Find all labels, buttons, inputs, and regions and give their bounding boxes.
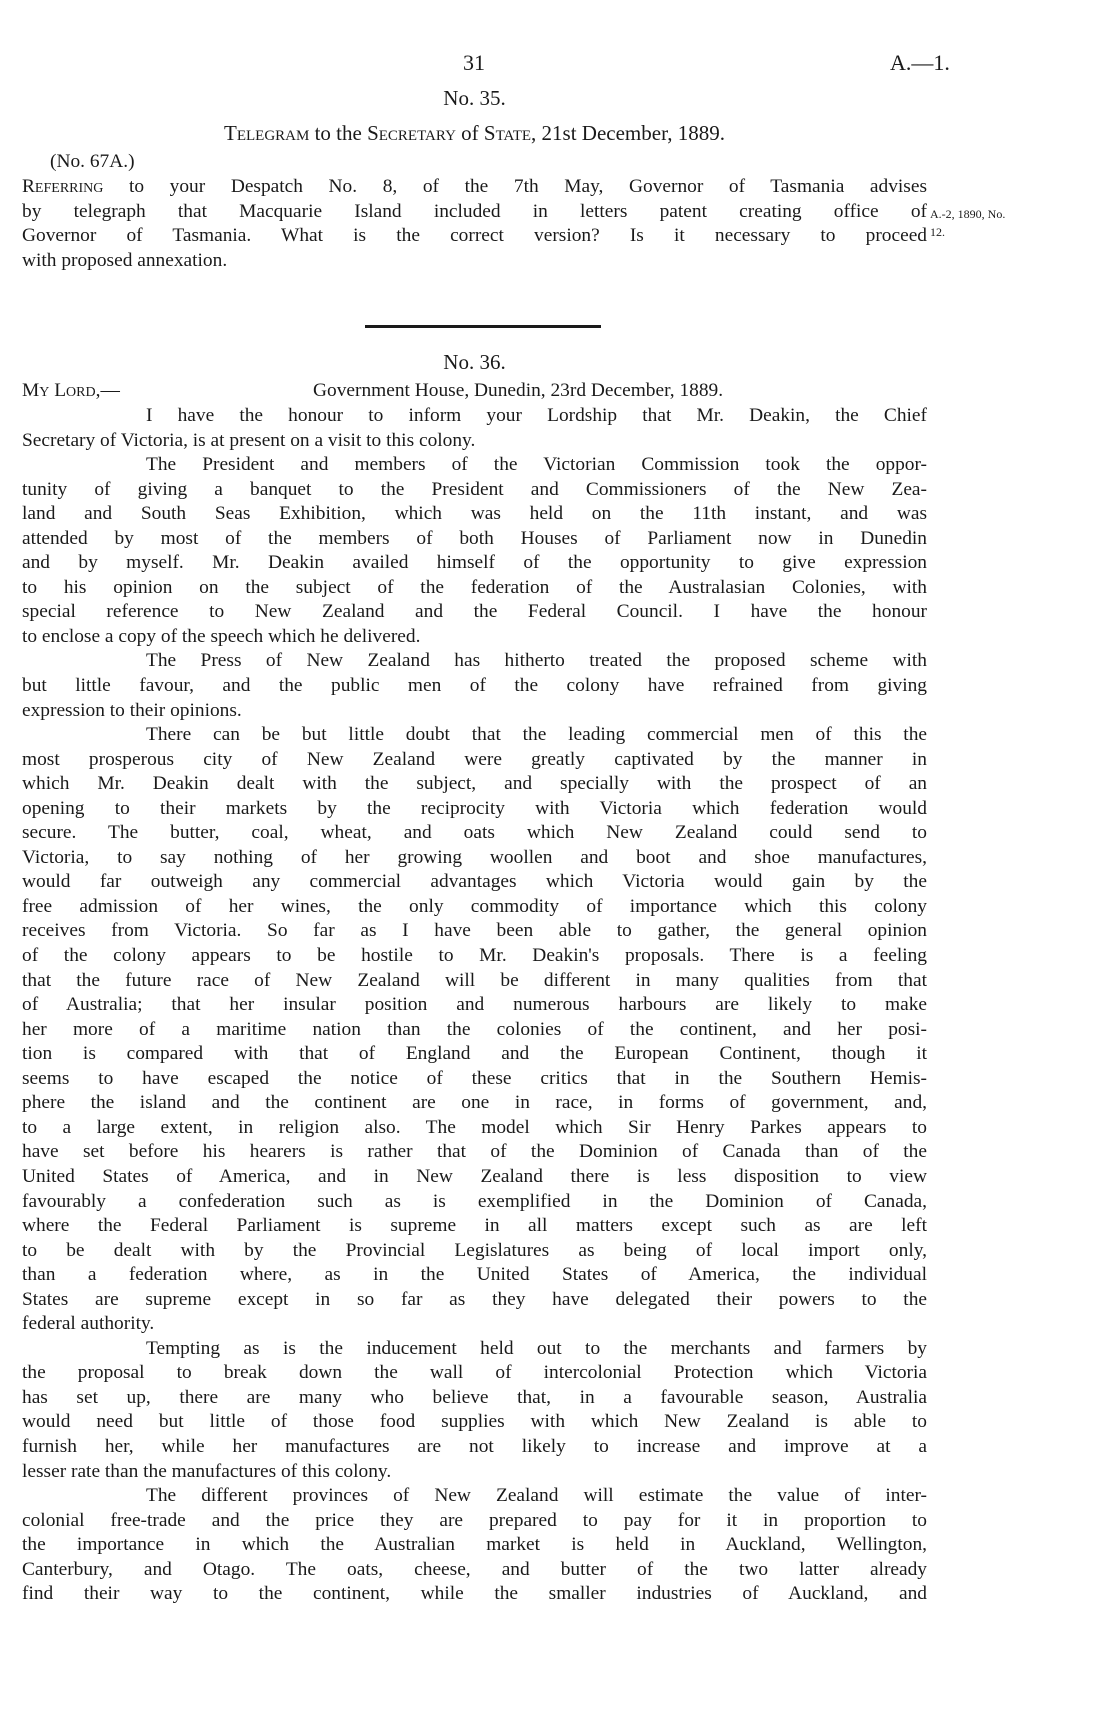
doc36-line: but little favour, and the public men of the colony have refrained from giving	[22, 675, 927, 697]
doc35-title-part: to the	[309, 121, 368, 145]
doc36-number: No. 36.	[443, 350, 506, 374]
doc36-line: federal authority.	[22, 1313, 155, 1335]
doc36-line: to be dealt with by the Provincial Legislatures as being of local import only,	[22, 1239, 927, 1261]
doc36-line: has set up, there are many who believe that, in a favourable season, Australia	[22, 1386, 927, 1408]
doc36-line: tion is compared with that of England and the European Continent, though it	[22, 1043, 927, 1065]
doc36-line: where the Federal Parliament is supreme in all matters except such as are left	[22, 1215, 927, 1237]
salutation: My Lord,—	[22, 380, 120, 401]
doc36-line: land and South Seas Exhibition, which was held on the 11th instant, and was	[22, 503, 927, 525]
page-number: 31	[463, 50, 485, 75]
doc36-line: receives from Victoria. So far as I have been able to gather, the general opinion	[22, 920, 927, 942]
doc35-title-part: of	[455, 121, 484, 145]
doc35-line	[22, 175, 927, 200]
doc36-line: than a federation where, as in the United States of America, the individual	[22, 1264, 927, 1286]
doc36-line: to enclose a copy of the speech which he delivered.	[22, 625, 421, 647]
doc36-body	[22, 404, 927, 1607]
address-line: Government House, Dunedin, 23rd December, 1889.	[313, 380, 724, 401]
doc36-line: phere the island and the continent are one in race, in forms of government, and,	[22, 1092, 927, 1114]
doc35-title-date: , 21st December, 1889.	[531, 121, 725, 145]
doc36-line: attended by most of the members of both Houses of Parliament now in Dunedin	[22, 527, 927, 549]
doc35-line-text: to your Despatch No. 8, of the 7th May, Governor of Tasmania advises	[103, 176, 927, 197]
doc36-line: tunity of giving a banquet to the President and Commissioners of the New Zea-	[22, 478, 927, 500]
doc36-line: the importance in which the Australian market is held in Auckland, Wellington,	[22, 1534, 927, 1556]
doc35-line: with proposed annexation.	[22, 249, 228, 271]
doc36-line: expression to their opinions.	[22, 699, 242, 721]
doc36-line: Victoria, to say nothing of her growing woollen and boot and shoe manufactures,	[22, 846, 927, 868]
doc35-title-secretary: Secretary	[367, 121, 456, 145]
doc36-line: States are supreme except in so far as they have delegated their powers to the	[22, 1288, 927, 1310]
doc35-line: Governor of Tasmania. What is the correct version? Is it necessary to proceed	[22, 225, 927, 247]
doc36-line: her more of a maritime nation than the colonies of the continent, and her posi-	[22, 1018, 927, 1040]
doc36-line: the proposal to break down the wall of intercolonial Protection which Victoria	[22, 1362, 927, 1384]
doc36-line: Secretary of Victoria, is at present on a visit to this colony.	[22, 429, 476, 451]
doc36-line: would far outweigh any commercial advantages which Victoria would gain by the	[22, 871, 927, 893]
doc36-line: free admission of her wines, the only commodity of importance which this colony	[22, 895, 927, 917]
doc36-line: find their way to the continent, while the smaller industries of Auckland, and	[22, 1583, 927, 1605]
margin-note-line: A.-2, 1890, No.	[930, 207, 1006, 221]
doc36-line: Tempting as is the inducement held out to the merchants and farmers by	[146, 1337, 927, 1359]
doc35-title	[22, 121, 927, 146]
doc35-ref: (No. 67A.)	[50, 151, 135, 172]
doc36-line: There can be but little doubt that the leading commercial men of this the	[146, 724, 927, 746]
doc36-line: I have the honour to inform your Lordship that Mr. Deakin, the Chief	[146, 405, 927, 426]
section-divider	[365, 325, 601, 328]
document-reference: A.—1.	[890, 50, 950, 75]
doc36-line: of the colony appears to be hostile to Mr. Deakin's proposals. There is a feeling	[22, 945, 927, 967]
doc36-line: lesser rate than the manufactures of this colony.	[22, 1460, 392, 1482]
doc36-line: The different provinces of New Zealand will estimate the value of inter-	[146, 1485, 927, 1507]
doc36-line: most prosperous city of New Zealand were greatly captivated by the manner in	[22, 748, 927, 770]
doc36-line: United States of America, and in New Zealand there is less disposition to view	[22, 1165, 927, 1187]
doc36-line: opening to their markets by the reciprocity with Victoria which federation would	[22, 797, 927, 819]
doc36-line: and by myself. Mr. Deakin availed himself of the opportunity to give expression	[22, 552, 927, 574]
doc36-line: which Mr. Deakin dealt with the subject, and specially with the prospect of an	[22, 773, 927, 795]
doc36-line: that the future race of New Zealand will be different in many qualities from that	[22, 969, 927, 991]
doc36-line: Canterbury, and Otago. The oats, cheese, and butter of the two latter already	[22, 1558, 927, 1580]
doc36-line: to a large extent, in religion also. The model which Sir Henry Parkes appears to	[22, 1116, 927, 1138]
doc35-title-state: State	[483, 121, 532, 145]
doc36-line: secure. The butter, coal, wheat, and oats which New Zealand could send to	[22, 822, 927, 844]
doc36-line: would need but little of those food supplies with which New Zealand is able to	[22, 1411, 927, 1433]
doc35-number: No. 35.	[443, 86, 506, 110]
doc36-line: The President and members of the Victorian Commission took the oppor-	[146, 454, 927, 476]
doc36-line: favourably a confederation such as is exemplified in the Dominion of Canada,	[22, 1190, 927, 1212]
doc35-title-telegram: Telegram	[224, 121, 310, 145]
margin-note	[930, 202, 1005, 244]
doc36-line: to his opinion on the subject of the federation of the Australasian Colonies, with	[22, 576, 927, 598]
doc36-line: furnish her, while her manufactures are not likely to increase and improve at a	[22, 1435, 927, 1457]
doc35-line: by telegraph that Macquarie Island included in letters patent creating office of	[22, 200, 927, 222]
doc35-body	[22, 175, 927, 273]
doc36-line: of Australia; that her insular position and numerous harbours are likely to make	[22, 994, 927, 1016]
doc36-line: seems to have escaped the notice of these critics that in the Southern Hemis-	[22, 1067, 927, 1089]
margin-note-line: 12.	[930, 225, 945, 239]
doc36-line: have set before his hearers is rather that of the Dominion of Canada than of the	[22, 1141, 927, 1163]
doc36-line: The Press of New Zealand has hitherto treated the proposed scheme with	[146, 650, 927, 672]
doc35-opening-word: Referring	[22, 176, 104, 197]
doc36-line: colonial free-trade and the price they are prepared to pay for it in proportion to	[22, 1509, 927, 1531]
doc36-line: special reference to New Zealand and the Federal Council. I have the honour	[22, 601, 927, 623]
